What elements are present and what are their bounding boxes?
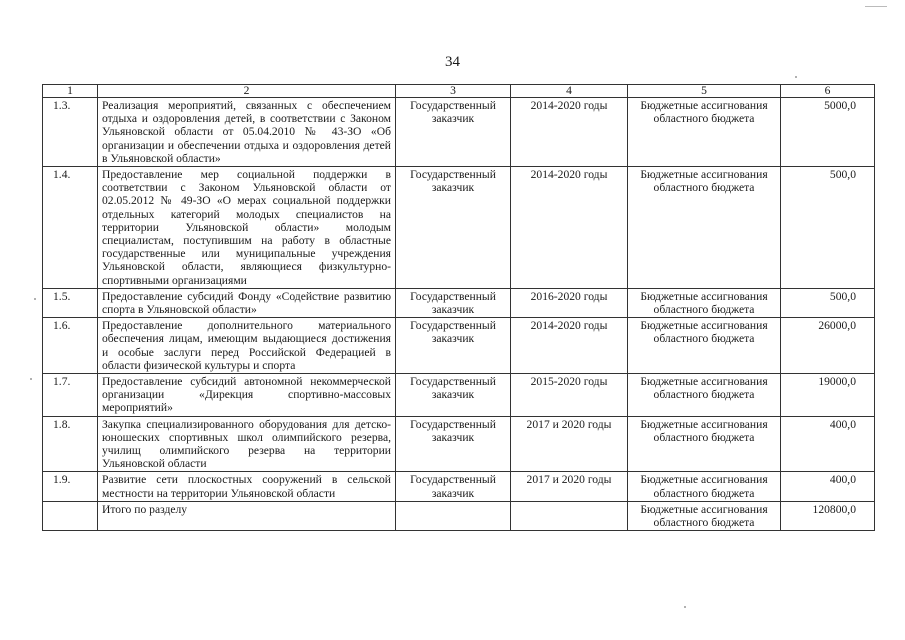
scan-speck [30, 378, 32, 380]
row-amount: 26000,0 [781, 318, 875, 374]
table-row [43, 167, 875, 289]
table-row [43, 318, 875, 374]
column-header: 5 [628, 85, 781, 98]
table-row [43, 416, 875, 472]
row-funding-source: Бюджетные ассигнования областного бюджета [628, 472, 781, 501]
row-description: Реализация мероприятий, связанных с обеспечением отдыха и оздоровления детей, в соответствии с Законом Ульяновской области от 05.04.2010 № 43-ЗО «Об организации и обеспечении отдыха и оздоровления детей в Ульяновской области» [98, 98, 396, 167]
row-number: 1.5. [43, 288, 98, 317]
column-header: 4 [511, 85, 628, 98]
row-description: Предоставление дополнительного материального обеспечения лицам, имеющим выдающиеся достижения и особые заслуги перед Российской Федерацией в области физической культуры и спорта [98, 318, 396, 374]
scan-speck [34, 298, 36, 300]
table-header-row [43, 85, 875, 98]
total-source: Бюджетные ассигнования областного бюджета [628, 501, 781, 530]
row-executor: Государственный заказчик [396, 472, 511, 501]
row-description: Предоставление субсидий автономной некоммерческой организации «Дирекция спортивно-массовых мероприятий» [98, 374, 396, 417]
row-period: 2014-2020 годы [511, 98, 628, 167]
row-executor: Государственный заказчик [396, 318, 511, 374]
row-description: Предоставление мер социальной поддержки в соответствии с Законом Ульяновской области от 02.05.2012 № 49-ЗО «О мерах социальной поддержки отдельных категорий молодых специалистов на территории Ульяновской области» молодым специалистам, поступившим на работу в областные государственные или муниципальные учреждения Ульяновской области, являющиеся физкультурно-спортивными организациями [98, 167, 396, 289]
row-funding-source: Бюджетные ассигнования областного бюджета [628, 98, 781, 167]
page-number: 34 [445, 54, 460, 70]
row-description: Развитие сети плоскостных сооружений в сельской местности на территории Ульяновской области [98, 472, 396, 501]
row-executor: Государственный заказчик [396, 288, 511, 317]
row-period: 2017 и 2020 годы [511, 472, 628, 501]
row-funding-source: Бюджетные ассигнования областного бюджета [628, 318, 781, 374]
row-number: 1.4. [43, 167, 98, 289]
row-amount: 400,0 [781, 416, 875, 472]
total-empty-cell [396, 501, 511, 530]
scan-speck [795, 76, 797, 78]
row-funding-source: Бюджетные ассигнования областного бюджета [628, 374, 781, 417]
row-funding-source: Бюджетные ассигнования областного бюджета [628, 288, 781, 317]
row-period: 2017 и 2020 годы [511, 416, 628, 472]
program-table [42, 84, 875, 531]
table-row [43, 374, 875, 417]
row-number: 1.7. [43, 374, 98, 417]
total-label: Итого по разделу [98, 501, 396, 530]
row-executor: Государственный заказчик [396, 98, 511, 167]
column-header: 3 [396, 85, 511, 98]
column-header: 6 [781, 85, 875, 98]
row-amount: 400,0 [781, 472, 875, 501]
total-amount: 120800,0 [781, 501, 875, 530]
row-number: 1.8. [43, 416, 98, 472]
row-period: 2014-2020 годы [511, 167, 628, 289]
row-period: 2015-2020 годы [511, 374, 628, 417]
row-funding-source: Бюджетные ассигнования областного бюджета [628, 416, 781, 472]
table-row [43, 98, 875, 167]
scan-artifact [865, 6, 887, 7]
table-row [43, 288, 875, 317]
row-amount: 19000,0 [781, 374, 875, 417]
total-row [43, 501, 875, 530]
row-amount: 5000,0 [781, 98, 875, 167]
row-number: 1.3. [43, 98, 98, 167]
row-period: 2014-2020 годы [511, 318, 628, 374]
row-period: 2016-2020 годы [511, 288, 628, 317]
row-number: 1.9. [43, 472, 98, 501]
row-number: 1.6. [43, 318, 98, 374]
total-num-cell [43, 501, 98, 530]
table-body [43, 98, 875, 502]
row-executor: Государственный заказчик [396, 416, 511, 472]
row-funding-source: Бюджетные ассигнования областного бюджета [628, 167, 781, 289]
scan-speck [684, 606, 686, 608]
row-executor: Государственный заказчик [396, 374, 511, 417]
row-amount: 500,0 [781, 288, 875, 317]
column-header: 1 [43, 85, 98, 98]
table-row [43, 472, 875, 501]
row-amount: 500,0 [781, 167, 875, 289]
row-description: Закупка специализированного оборудования для детско-юношеских спортивных школ олимпийского резерва, училищ олимпийского резерва на территории Ульяновской области [98, 416, 396, 472]
column-header: 2 [98, 85, 396, 98]
row-executor: Государственный заказчик [396, 167, 511, 289]
row-description: Предоставление субсидий Фонду «Содействие развитию спорта в Ульяновской области» [98, 288, 396, 317]
total-empty-cell [511, 501, 628, 530]
